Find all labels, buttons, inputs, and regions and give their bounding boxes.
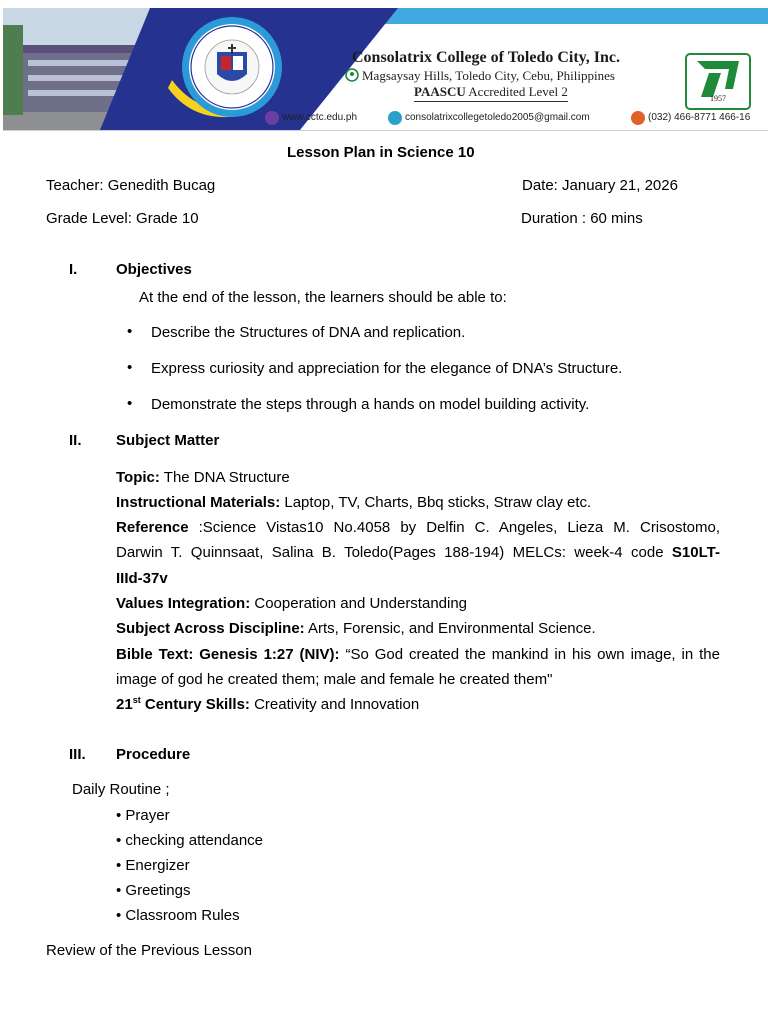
objective-item: Express curiosity and appreciation for the elegance of DNA’s Structure. <box>151 360 623 377</box>
objectives-heading: Objectives <box>116 261 192 278</box>
routine-item: • checking attendance <box>116 832 264 849</box>
values-line: Values Integration: Cooperation and Understanding <box>116 595 468 612</box>
section-numeral: I. <box>69 261 78 278</box>
bible-line-1: Bible Text: Genesis 1:27 (NIV): “So God created the mankind in his own image, in the <box>116 646 720 663</box>
section-numeral: II. <box>69 432 82 449</box>
school-address: Magsaysay Hills, Toledo City, Cebu, Philippines <box>362 68 615 83</box>
materials-line: Instructional Materials: Laptop, TV, Charts, Bbq sticks, Straw clay etc. <box>116 494 592 511</box>
date-line: Date: January 21, 2026 <box>522 177 678 194</box>
reference-code: IIId-37v <box>116 570 168 587</box>
reference-line-1: Reference :Science Vistas10 No.4058 by Delfin C. Angeles, Lieza M. Crisostomo, <box>116 519 720 536</box>
school-seal-logo <box>181 16 283 118</box>
routine-item: • Energizer <box>116 857 190 874</box>
accreditation: PAASCU Accredited Level 2 <box>414 84 568 102</box>
bullet-icon: • <box>127 359 133 376</box>
reference-line-2: Darwin T. Quinnsaat, Salina B. Toledo(Pages 188-194) MELCs: week-4 code S10LT- <box>116 544 720 561</box>
bullet-icon: • <box>127 395 133 412</box>
logo-year: 1957 <box>710 94 726 103</box>
phone-text: (032) 466-8771 466-16 <box>648 112 751 123</box>
skills-line: 21st Century Skills: Creativity and Innovation <box>116 695 420 713</box>
duration-line: Duration : 60 mins <box>521 210 643 227</box>
teacher-line: Teacher: Genedith Bucag <box>46 177 216 194</box>
routine-item: • Greetings <box>116 882 191 899</box>
objective-item: Describe the Structures of DNA and replication. <box>151 324 466 341</box>
phone-icon <box>631 111 645 125</box>
daily-routine-label: Daily Routine ; <box>72 781 170 798</box>
school-name: Consolatrix College of Toledo City, Inc. <box>352 49 621 66</box>
document-title: Lesson Plan in Science 10 <box>287 144 475 161</box>
website-text: www.cctc.edu.ph <box>282 112 358 123</box>
review-line: Review of the Previous Lesson <box>46 942 252 959</box>
header-banner <box>0 0 768 140</box>
objectives-intro: At the end of the lesson, the learners should be able to: <box>139 289 507 306</box>
topic-line: Topic: The DNA Structure <box>116 469 290 486</box>
procedure-heading: Procedure <box>116 746 191 763</box>
routine-item: • Classroom Rules <box>116 907 240 924</box>
subject-matter-heading: Subject Matter <box>116 432 220 449</box>
bible-line-2: image of god he created them; male and female he created them" <box>116 671 553 688</box>
routine-item: • Prayer <box>116 807 170 824</box>
mail-icon <box>388 111 402 125</box>
email-text: consolatrixcollegetoledo2005@gmail.com <box>405 112 590 123</box>
bullet-icon: • <box>127 323 133 340</box>
location-pin-icon <box>345 68 359 82</box>
section-numeral: III. <box>69 746 86 763</box>
discipline-line: Subject Across Discipline: Arts, Forensic, and Environmental Science. <box>116 620 596 637</box>
globe-icon <box>265 111 279 125</box>
objective-item: Demonstrate the steps through a hands on model building activity. <box>151 396 590 413</box>
grade-level-line: Grade Level: Grade 10 <box>46 210 199 227</box>
